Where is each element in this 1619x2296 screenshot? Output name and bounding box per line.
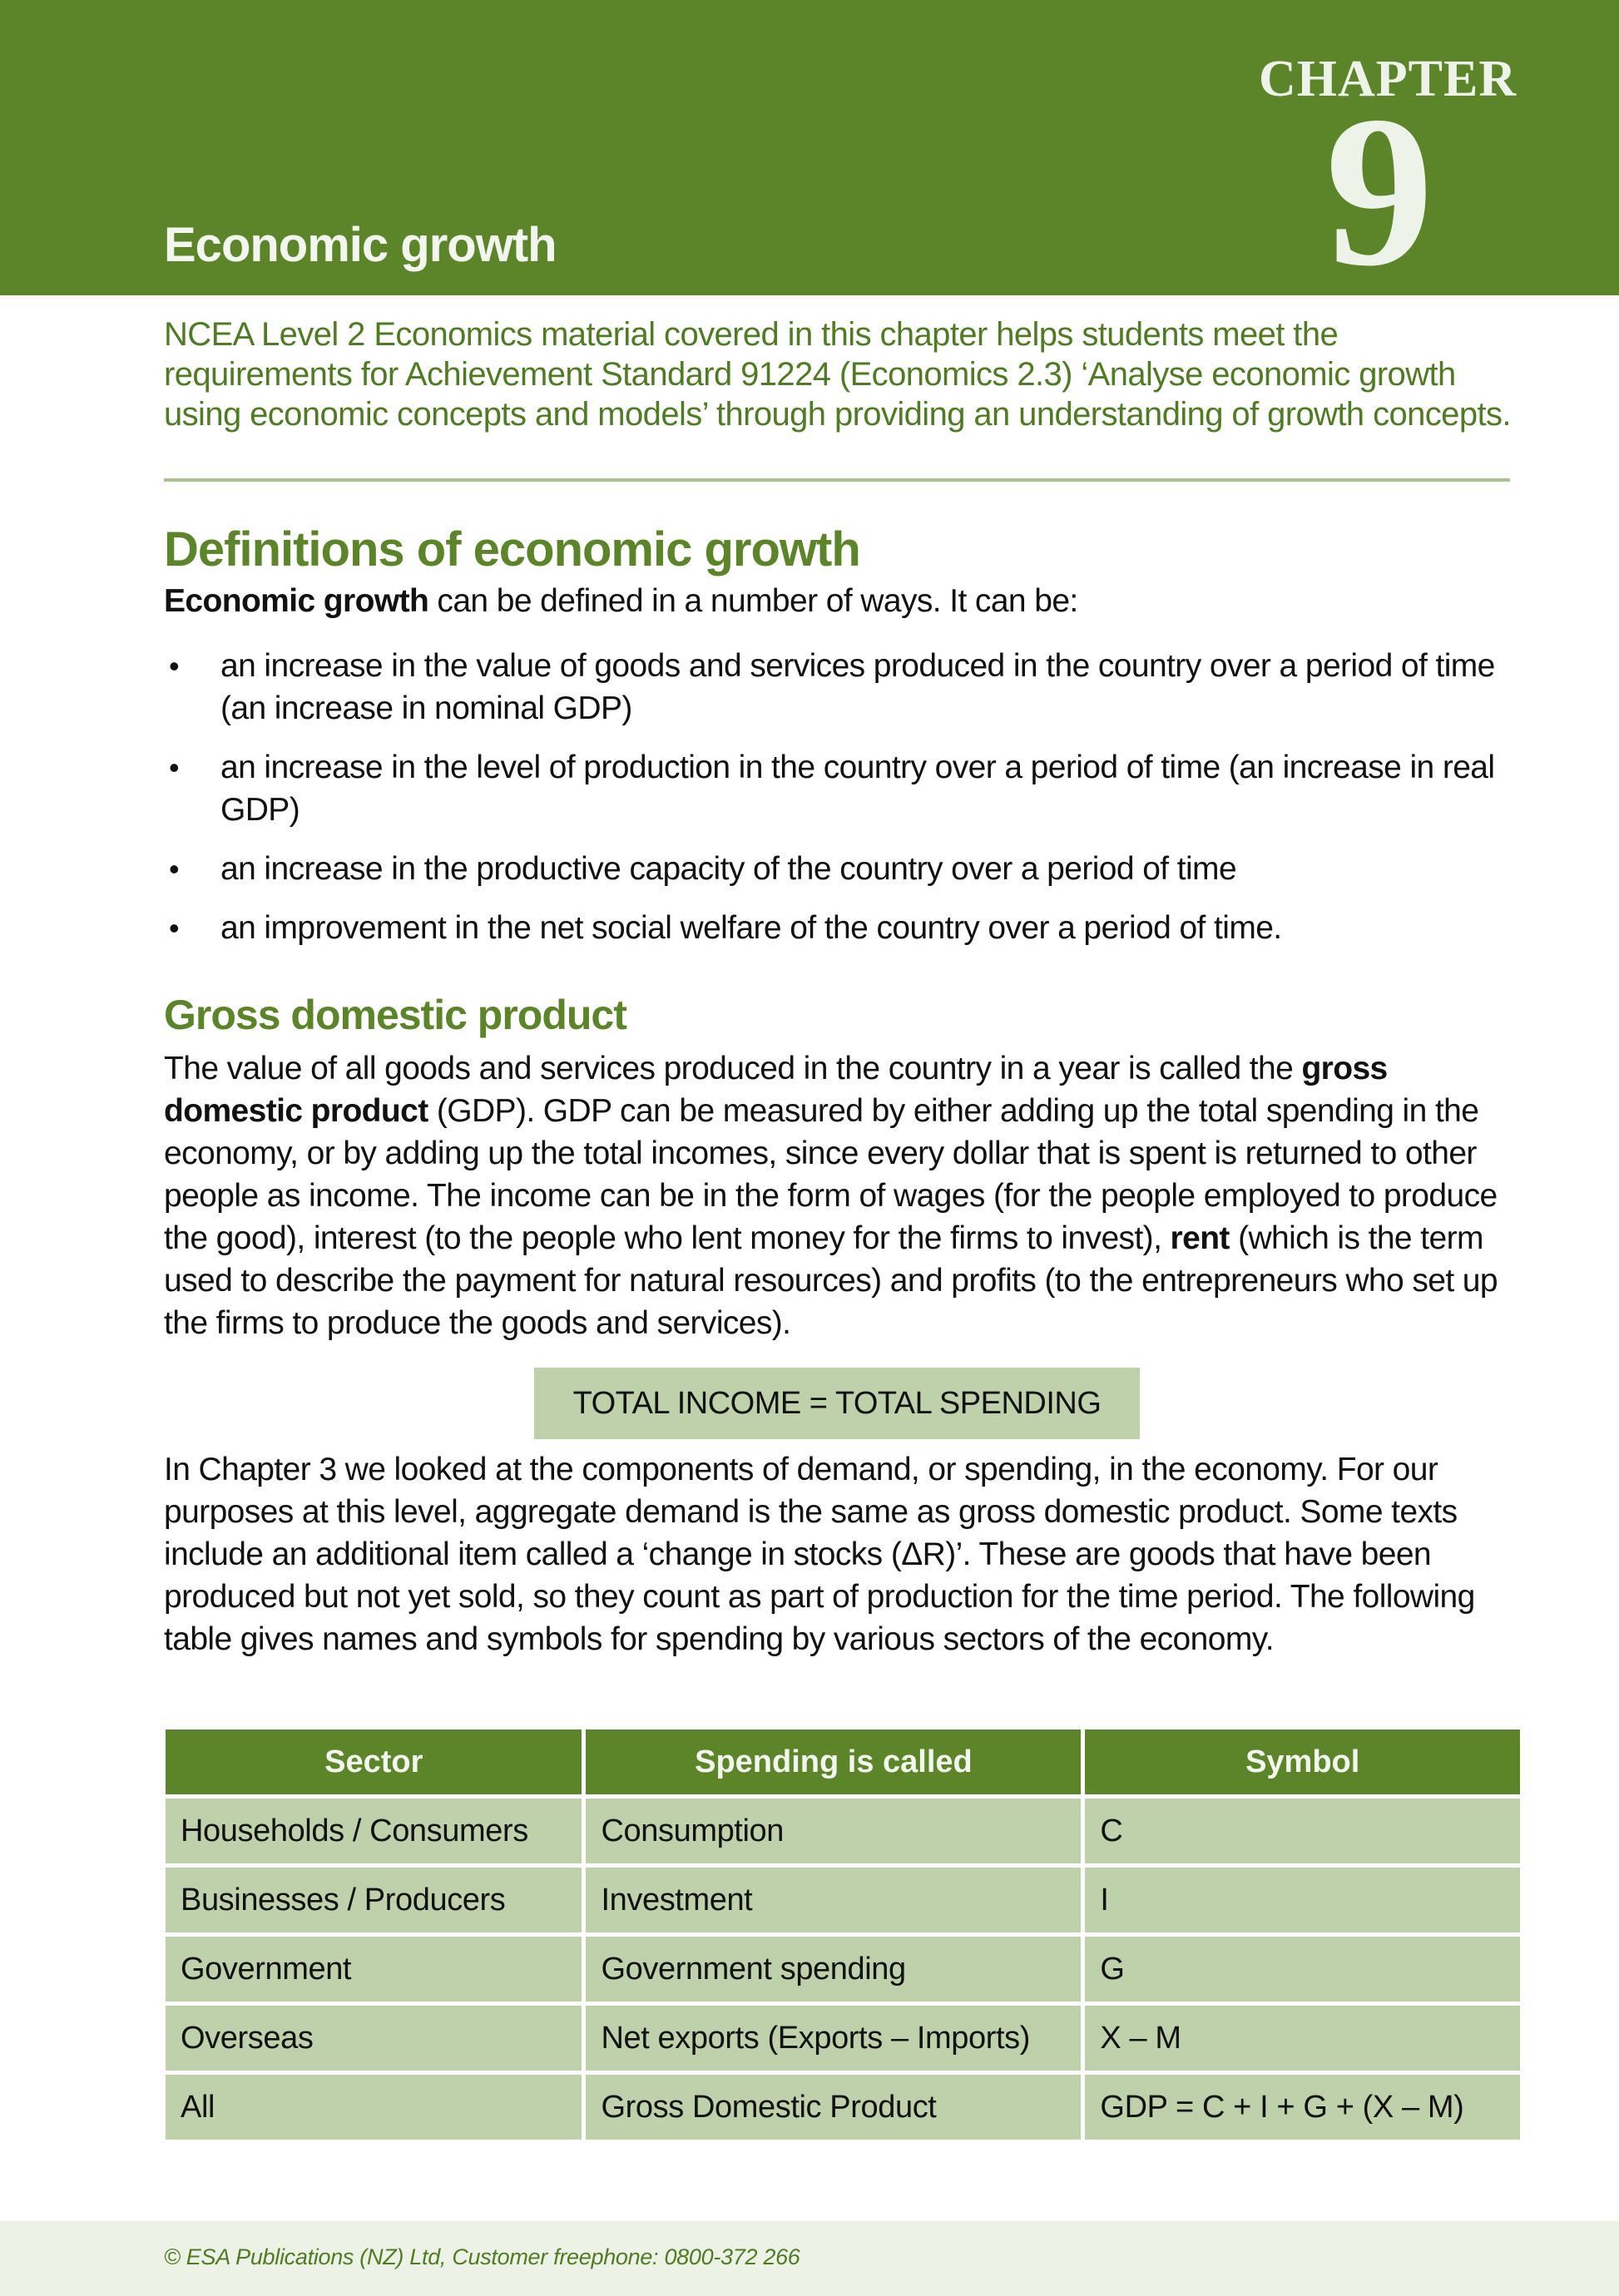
chapter-header-band — [0, 0, 1619, 311]
formula-text: TOTAL INCOME = TOTAL SPENDING — [572, 1385, 1102, 1421]
column-header-spending: Spending is called — [586, 1729, 1081, 1794]
page-footer — [0, 2221, 1619, 2296]
gdp-term: gross domestic product — [164, 1051, 1388, 1129]
cell-symbol: G — [1085, 1937, 1520, 2002]
cell-symbol: GDP = C + I + G + (X – M) — [1085, 2075, 1520, 2140]
cell-sector: Businesses / Producers — [166, 1868, 582, 1932]
cell-spending: Consumption — [586, 1799, 1081, 1863]
lead-text: can be defined in a number of ways. It can be: — [428, 583, 1078, 619]
list-item — [164, 645, 1528, 730]
definitions-list — [164, 645, 1528, 949]
gdp-text: The value of all goods and services produced in the country in a year is called the — [164, 1051, 1302, 1086]
list-item-text: an increase in the value of goods and services produced in the country over a period of time (an increase in nominal GDP) — [220, 648, 1495, 726]
chapter-number: 9 — [1325, 72, 1433, 311]
rent-term: rent — [1170, 1220, 1230, 1256]
components-paragraph: In Chapter 3 we looked at the components of demand, or spending, in the economy. For our purposes at this level, aggregate demand is the same as gross domestic product. Some texts include an additional item called a ‘change in stocks (ΔR)’. These are goods that have been produced but not yet sold, so they count as part of production for the time period. The following table gives names and symbols for spending by various sectors of the economy. — [164, 1452, 1475, 1657]
heading-gdp: Gross domestic product — [164, 992, 626, 1038]
cell-spending: Investment — [586, 1868, 1081, 1932]
column-header-symbol: Symbol — [1085, 1729, 1520, 1794]
list-item-text: an increase in the level of production in the country over a period of time (an increase in real GDP) — [220, 750, 1495, 828]
spending-table — [161, 1725, 1524, 2144]
list-item-text: an increase in the productive capacity of the country over a period of time — [220, 851, 1237, 887]
cell-spending: Net exports (Exports – Imports) — [586, 2006, 1081, 2071]
cell-symbol: X – M — [1085, 2006, 1520, 2071]
chapter-title: Economic growth — [164, 218, 557, 272]
formula-box — [534, 1368, 1140, 1439]
list-item-text: an improvement in the net social welfare of the country over a period of time. — [220, 910, 1282, 946]
column-header-sector: Sector — [166, 1729, 582, 1794]
table-header-row — [166, 1729, 1520, 1794]
list-item — [164, 907, 1528, 949]
cell-sector: Overseas — [166, 2006, 582, 2071]
bullet-icon: • — [169, 852, 180, 886]
gdp-text: (GDP). GDP can be measured by either adding up the total spending in the economy, or by adding up the total incomes, since every dollar that is spent is returned to other people as income. The income can be in the form of wages (for the people employed to produce the good), interest (to the people who lent money for the firms to invest), — [164, 1093, 1498, 1256]
list-item — [164, 746, 1528, 831]
table-row — [166, 2075, 1520, 2140]
chapter-label: CHAPTER — [1259, 51, 1518, 107]
intro-paragraph: NCEA Level 2 Economics material covered in this chapter helps students meet the requirements for Achievement Standard 91224 (Economics 2.3) ‘Analyse economic growth using economic concepts and models’ through providing an understanding of growth concepts. — [164, 316, 1511, 433]
cell-sector: Households / Consumers — [166, 1799, 582, 1863]
list-item — [164, 848, 1528, 890]
definitions-lead — [164, 580, 1528, 622]
table-row — [166, 1868, 1520, 1932]
lead-term: Economic growth — [164, 583, 429, 619]
heading-definitions: Definitions of economic growth — [164, 522, 860, 576]
cell-symbol: C — [1085, 1799, 1520, 1863]
gdp-paragraph — [164, 1047, 1528, 1344]
intro-divider — [164, 478, 1510, 482]
cell-spending: Government spending — [586, 1937, 1081, 2002]
cell-sector: Government — [166, 1937, 582, 2002]
table-row — [166, 1799, 1520, 1863]
cell-spending: Gross Domestic Product — [586, 2075, 1081, 2140]
bullet-icon: • — [169, 649, 180, 683]
cell-symbol: I — [1085, 1868, 1520, 1932]
copyright-text: © ESA Publications (NZ) Ltd, Customer freephone: 0800-372 266 — [164, 2244, 800, 2269]
bullet-icon: • — [169, 911, 180, 945]
bullet-icon: • — [169, 750, 180, 784]
table-row — [166, 1937, 1520, 2002]
table-row — [166, 2006, 1520, 2071]
cell-sector: All — [166, 2075, 582, 2140]
gdp-text: (which is the term used to describe the payment for natural resources) and profits (to the entrepreneurs who set up the firms to produce the goods and services). — [164, 1220, 1498, 1341]
